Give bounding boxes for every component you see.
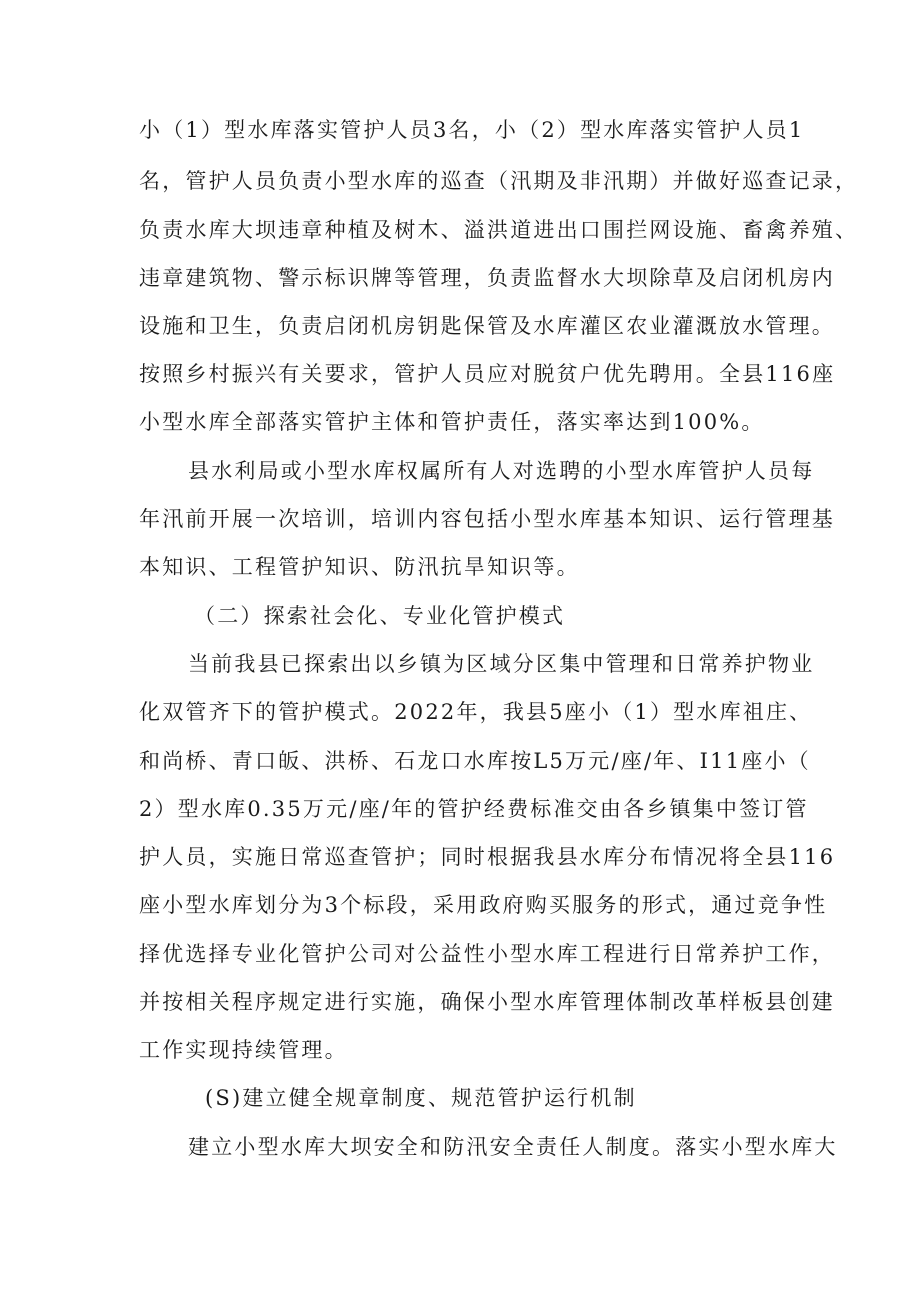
text-line: 负责水库大坝违章种植及树木、溢洪道进出口围拦网设施、畜禽养殖、 <box>139 218 859 242</box>
paragraph-first-line: 当前我县已探索出以乡镇为区域分区集中管理和日常养护物业 <box>188 652 815 676</box>
text-line: 2）型水库0.35万元/座/年的管护经费标准交由各乡镇集中签订管 <box>139 797 809 821</box>
paragraph-first-line: 建立小型水库大坝安全和防汛安全责任人制度。落实小型水库大 <box>188 1135 838 1159</box>
text-line: 小（1）型水库落实管护人员3名，小（2）型水库落实管护人员1 <box>139 118 805 142</box>
text-line: 并按相关程序规定进行实施，确保小型水库管理体制改革样板县创建 <box>139 990 835 1014</box>
paragraph-first-line: 县水利局或小型水库权属所有人对选聘的小型水库管护人员每 <box>188 459 815 483</box>
text-line: 小型水库全部落实管护主体和管护责任，落实率达到100%。 <box>139 410 765 434</box>
text-line: 按照乡村振兴有关要求，管护人员应对脱贫户优先聘用。全县116座 <box>139 362 836 386</box>
text-line: 和尚桥、青口皈、洪桥、石龙口水库按L5万元/座/年、I11座小（ <box>139 749 811 773</box>
text-line: 择优选择专业化管护公司对公益性小型水库工程进行日常养护工作， <box>139 942 835 966</box>
text-line: 名，管护人员负责小型水库的巡查（汛期及非汛期）并做好巡查记录， <box>139 169 859 193</box>
section-heading: (S)建立健全规章制度、规范管护运行机制 <box>205 1086 637 1110</box>
text-line: 违章建筑物、警示标识牌等管理，负责监督水大坝除草及启闭机房内 <box>139 266 835 290</box>
section-heading: （二）探索社会化、专业化管护模式 <box>194 604 566 628</box>
text-line: 工作实现持续管理。 <box>139 1038 348 1062</box>
text-line: 护人员，实施日常巡查管护；同时根据我县水库分布情况将全县116 <box>139 845 836 869</box>
text-line: 设施和卫生，负责启闭机房钥匙保管及水库灌区农业灌溉放水管理。 <box>139 314 835 338</box>
text-line: 年汛前开展一次培训，培训内容包括小型水库基本知识、运行管理基 <box>139 507 835 531</box>
text-line: 座小型水库划分为3个标段，采用政府购买服务的形式，通过竞争性 <box>139 893 828 917</box>
text-line: 本知识、工程管护知识、防汛抗旱知识等。 <box>139 555 580 579</box>
text-line: 化双管齐下的管护模式。2022年，我县5座小（1）型水库祖庄、 <box>139 700 813 724</box>
